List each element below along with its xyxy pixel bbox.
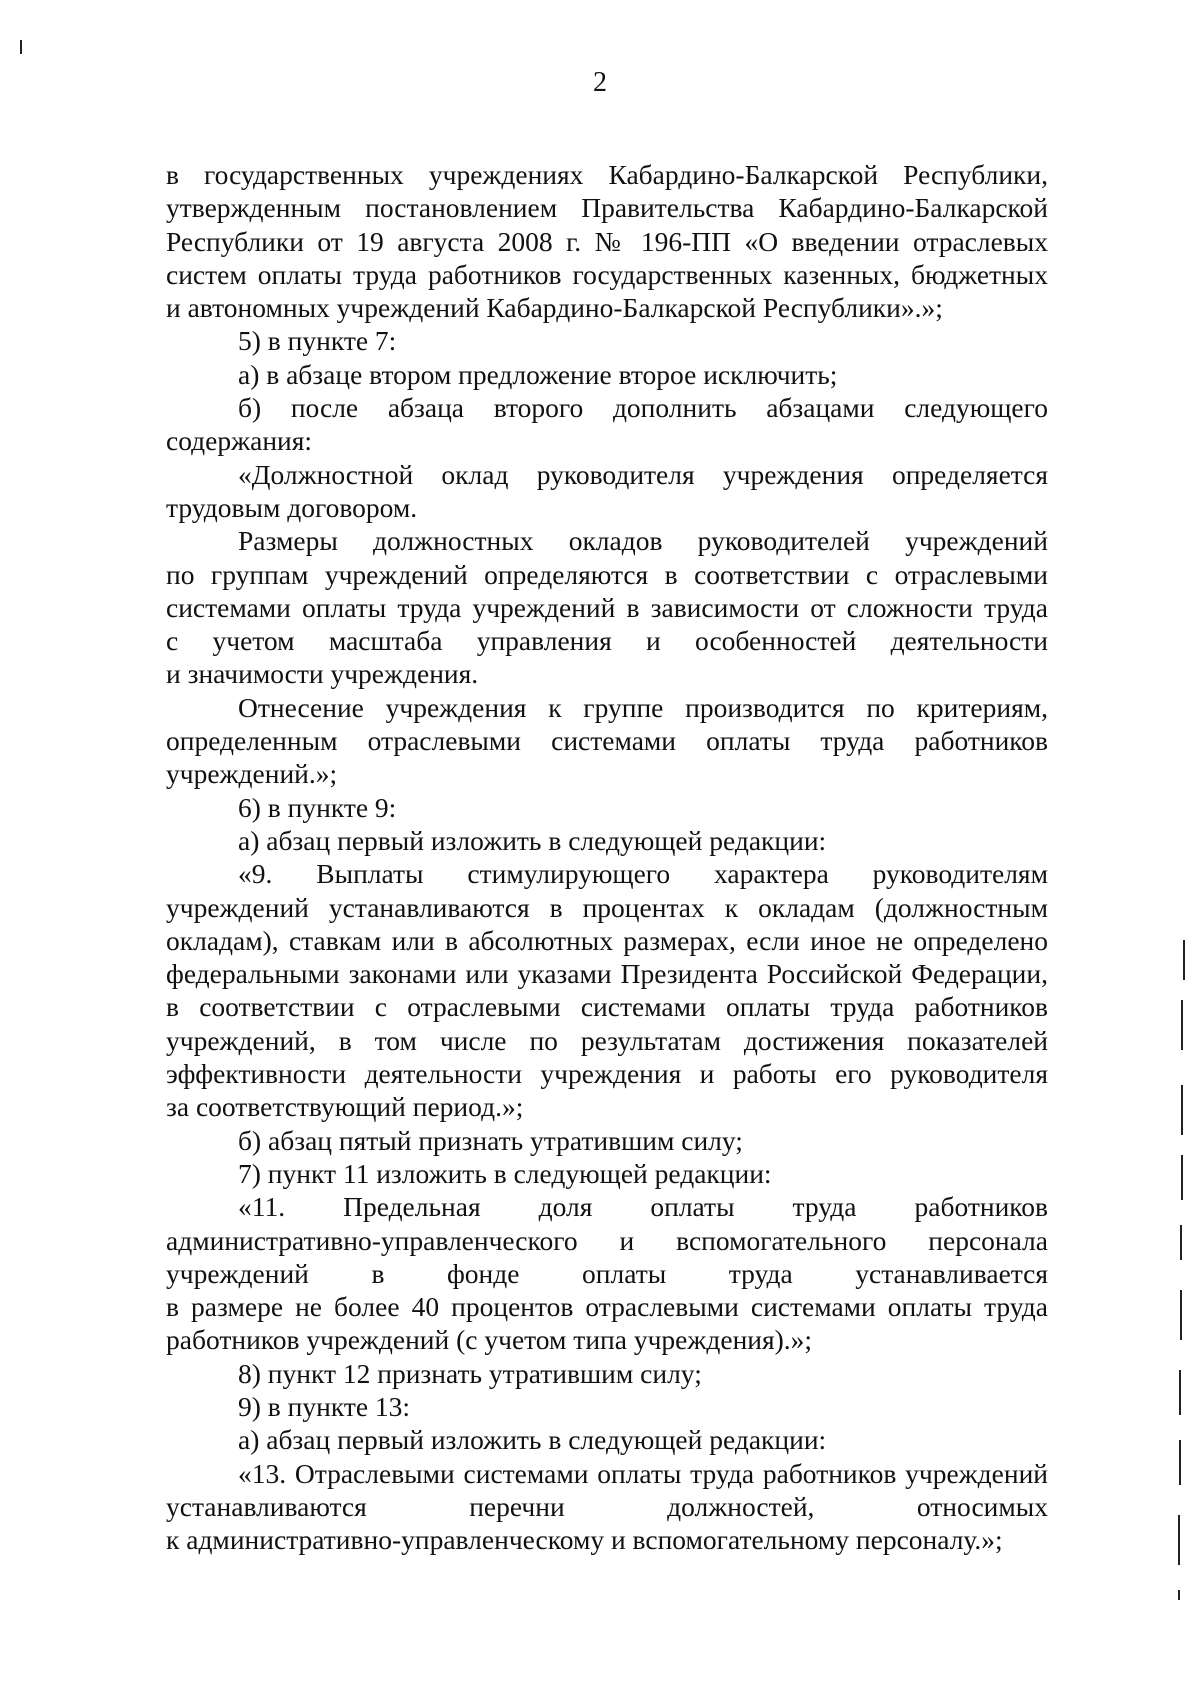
text-line: б) абзац пятый признать утратившим силу; xyxy=(238,1124,743,1156)
text-line: трудовым договором. xyxy=(166,491,418,523)
scan-mark xyxy=(1180,1225,1182,1260)
text-line: учреждений, в том числе по результатам достижения показателей xyxy=(166,1024,1048,1056)
scan-mark xyxy=(1181,1155,1183,1200)
text-line: а) абзац первый изложить в следующей редакции: xyxy=(238,1424,827,1456)
text-line: с учетом масштаба управления и особенностей деятельности xyxy=(166,625,1048,657)
text-line: 5) в пункте 7: xyxy=(238,325,397,357)
scan-mark xyxy=(1181,1000,1183,1050)
scan-mark xyxy=(1178,1515,1180,1565)
scan-mark xyxy=(1180,1290,1182,1340)
scan-mark xyxy=(1178,1590,1180,1600)
text-line: эффективности деятельности учреждения и работы его руководителя xyxy=(166,1058,1048,1090)
scan-mark xyxy=(1183,940,1185,980)
text-line: содержания: xyxy=(166,425,313,457)
text-line: а) абзац первый изложить в следующей редакции: xyxy=(238,824,827,856)
text-line: за соответствующий период.»; xyxy=(166,1091,524,1123)
text-line: устанавливаются перечни должностей, относимых xyxy=(166,1490,1048,1522)
text-line: учреждений в фонде оплаты труда устанавливается xyxy=(166,1257,1048,1289)
text-line: 7) пункт 11 изложить в следующей редакции: xyxy=(238,1157,772,1189)
text-line: и значимости учреждения. xyxy=(166,658,479,690)
text-line: Республики от 19 августа 2008 г. № 196-ПП «О введении отраслевых xyxy=(166,225,1048,257)
text-line: 8) пункт 12 признать утратившим силу; xyxy=(238,1357,702,1389)
text-line: 6) в пункте 9: xyxy=(238,791,397,823)
text-line: в соответствии с отраслевыми системами оплаты труда работников xyxy=(166,991,1048,1023)
text-line: Размеры должностных окладов руководителей учреждений xyxy=(238,525,1048,557)
text-line: Отнесение учреждения к группе производится по критериям, xyxy=(238,691,1048,723)
text-line: учреждений.»; xyxy=(166,758,338,790)
text-line: в размере не более 40 процентов отраслевыми системами оплаты труда xyxy=(166,1291,1048,1323)
text-line: федеральными законами или указами Президента Российской Федерации, xyxy=(166,958,1048,990)
text-line: определенным отраслевыми системами оплаты труда работников xyxy=(166,725,1048,757)
text-line: а) в абзаце втором предложение второе исключить; xyxy=(238,358,838,390)
text-line: учреждений устанавливаются в процентах к окладам (должностным xyxy=(166,891,1048,923)
text-line: 9) в пункте 13: xyxy=(238,1390,411,1422)
text-line: окладам), ставкам или в абсолютных размерах, если иное не определено xyxy=(166,924,1048,956)
text-line: «13. Отраслевыми системами оплаты труда работников учреждений xyxy=(238,1457,1048,1489)
text-line: административно-управленческого и вспомогательного персонала xyxy=(166,1224,1048,1256)
scan-mark xyxy=(20,40,22,54)
page-number: 2 xyxy=(593,67,607,98)
text-line: системами оплаты труда учреждений в зависимости от сложности труда xyxy=(166,591,1048,623)
text-line: и автономных учреждений Кабардино-Балкарской Республики».»; xyxy=(166,292,943,324)
text-line: б) после абзаца второго дополнить абзацами следующего xyxy=(238,392,1048,424)
text-line: «9. Выплаты стимулирующего характера руководителям xyxy=(238,858,1048,890)
scan-mark xyxy=(1179,1440,1181,1485)
scan-mark xyxy=(1181,1085,1183,1135)
text-line: «Должностной оклад руководителя учреждения определяется xyxy=(238,458,1048,490)
document-body xyxy=(166,158,1048,1556)
text-line: работников учреждений (с учетом типа учреждения).»; xyxy=(166,1324,813,1356)
text-line: утвержденным постановлением Правительства Кабардино-Балкарской xyxy=(166,192,1048,224)
text-line: к административно-управленческому и вспомогательному персоналу.»; xyxy=(166,1524,1003,1556)
text-line: в государственных учреждениях Кабардино-Балкарской Республики, xyxy=(166,159,1048,190)
text-line: по группам учреждений определяются в соответствии с отраслевыми xyxy=(166,558,1048,590)
text-line: систем оплаты труда работников государственных казенных, бюджетных xyxy=(166,258,1048,290)
text-line: «11. Предельная доля оплаты труда работников xyxy=(238,1191,1048,1223)
scan-mark xyxy=(1179,1370,1181,1415)
